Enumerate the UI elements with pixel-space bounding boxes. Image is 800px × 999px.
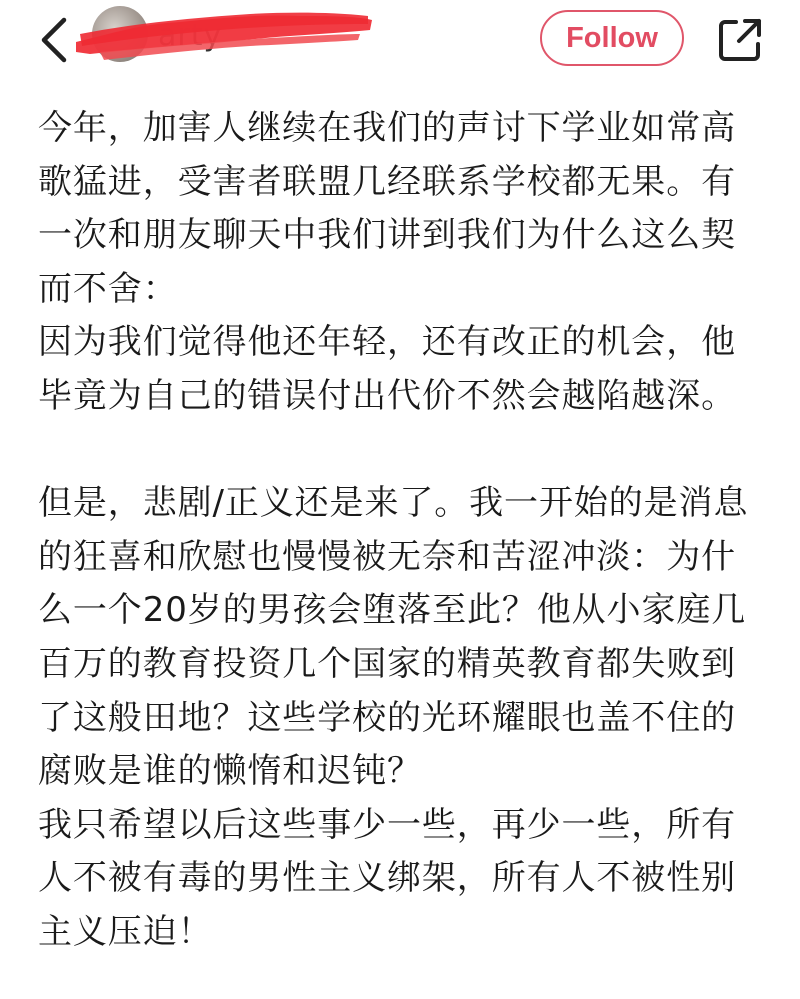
- share-button[interactable]: [714, 14, 766, 66]
- post-body: [38, 102, 768, 960]
- redaction-mark: [70, 4, 376, 64]
- top-bar: [0, 0, 800, 90]
- post-paragraph: 我只希望以后这些事少一些，再少一些，所有人不被有毒的男性主义绑架，所有人不被性别主义压迫！: [38, 804, 736, 952]
- post-paragraph: 但是，悲剧/正义还是来了。我一开始的是消息的狂喜和欣慰也慢慢被无奈和苦涩冲淡：为什么一个20岁的男孩会堕落至此？他从小家庭几百万的教育投资几个国家的精英教育都失败到了这般田地？这些学校的光环耀眼也盖不住的腐败是谁的懒惰和迟钝？: [38, 483, 749, 792]
- post-paragraph: 因为我们觉得他还年轻，还有改正的机会，他毕竟为自己的错误付出代价不然会越陷越深。: [38, 322, 736, 416]
- paragraph-spacer: [38, 424, 768, 478]
- post-paragraph: 今年，加害人继续在我们的声讨下学业如常高歌猛进，受害者联盟几经联系学校都无果。有一次和朋友聊天中我们讲到我们为什么这么契而不舍：: [38, 108, 736, 309]
- follow-button[interactable]: Follow: [540, 10, 684, 66]
- share-external-icon: [714, 14, 766, 66]
